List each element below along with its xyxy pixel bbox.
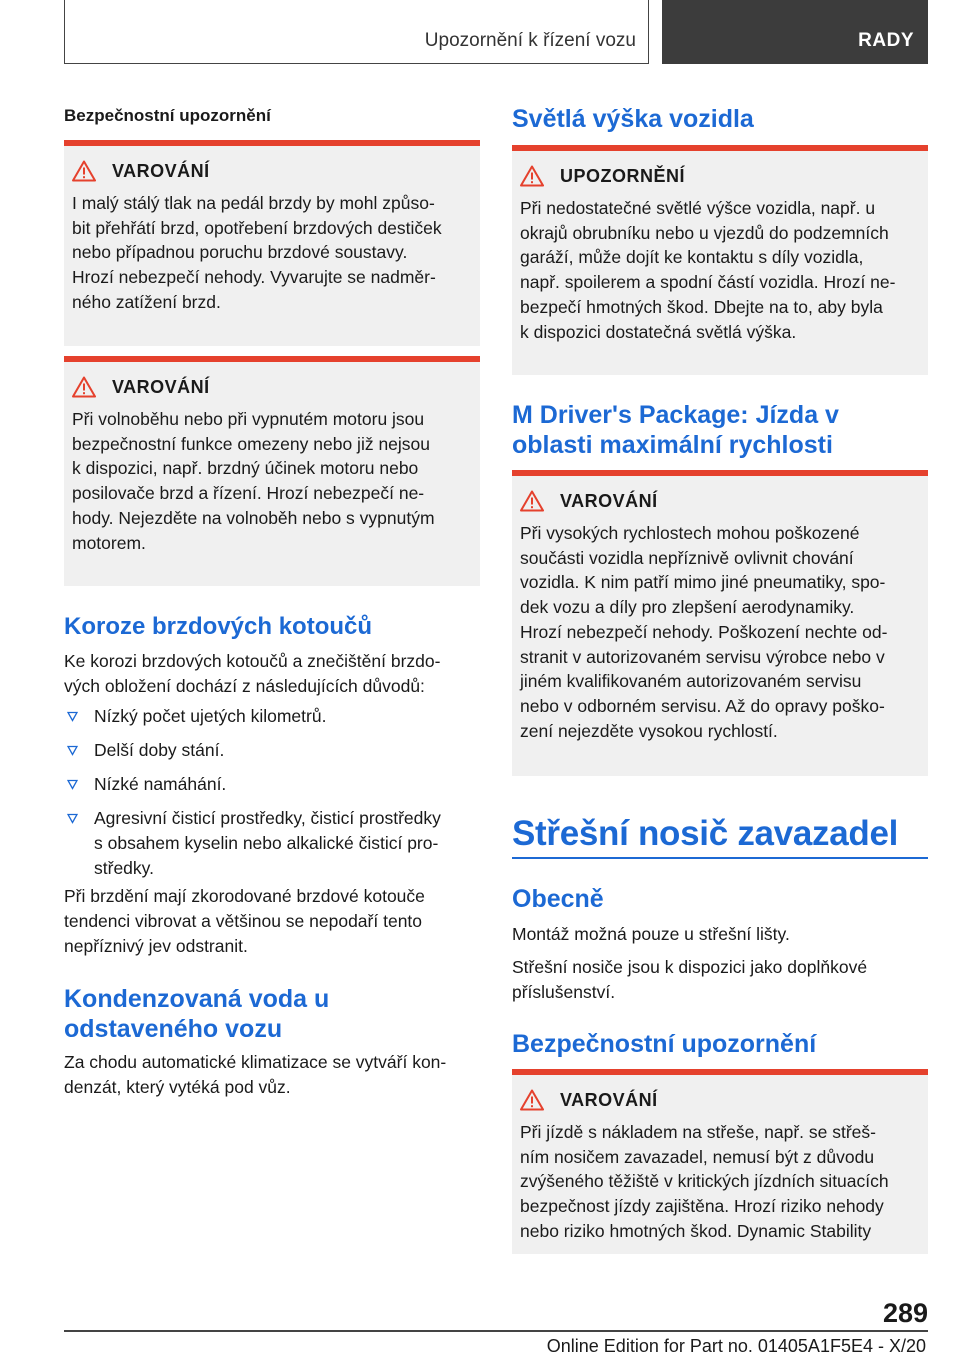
heading-line: Kondenzovaná voda u: [64, 985, 330, 1013]
warning-line: motorem.: [72, 532, 146, 553]
warning-line: bit přehřátí brzd, opotřebení brzdových destiček: [72, 217, 442, 238]
warning-line: ného zatížení brzd.: [72, 291, 221, 312]
warning-line: bezpečí hmotných škod. Dbejte na to, aby byla: [520, 296, 883, 317]
text-line: nepříznivý jev odstranit.: [64, 936, 248, 956]
text-line: Ke korozi brzdových kotoučů a znečištění brzdo-: [64, 651, 441, 671]
warning-header: [72, 374, 210, 400]
heading-roof-safety: Bezpečnostní upozornění: [512, 1030, 817, 1058]
warning-header: [520, 1087, 658, 1113]
warning-line: stranit v autorizovaném servisu výrobce nebo v: [520, 646, 885, 667]
list-item: [64, 738, 480, 763]
triangle-bullet-icon: [67, 779, 78, 790]
list-item: [64, 704, 480, 729]
warning-line: součásti vozidla nepříznivě ovlivnit chování: [520, 547, 854, 568]
text-line: vých obložení dochází z následujících důvodů:: [64, 676, 425, 696]
warning-box-roof-load: [512, 1069, 928, 1254]
warning-line: Při jízdě s nákladem na střeše, např. se střeš-: [520, 1122, 876, 1142]
triangle-bullet-icon: [67, 711, 78, 722]
section-title: RADY: [858, 30, 914, 51]
warning-line: I malý stálý tlak na pedál brzdy by mohl způso-: [72, 193, 435, 213]
header-chapter-box: [64, 0, 649, 64]
warning-line: k dispozici dostatečná světlá výška.: [520, 321, 797, 342]
warning-title: VAROVÁNÍ: [560, 1089, 658, 1110]
warning-box-high-speed: [512, 470, 928, 776]
warning-title: VAROVÁNÍ: [112, 376, 210, 397]
warning-line: zení nejezděte vysokou rychlostí.: [520, 720, 778, 741]
header-section-box: [662, 0, 928, 64]
list-item-text: Nízké namáhání.: [94, 774, 227, 794]
corrosion-outro: [64, 884, 480, 959]
warning-line: bezpečnostní funkce omezeny nebo již nejsou: [72, 433, 431, 454]
warning-line: posilovače brzd a řízení. Hrozí nebezpečí ne-: [72, 483, 425, 504]
text-line: denzát, který vytéká pod vůz.: [64, 1077, 291, 1097]
heading-underline: [512, 857, 928, 859]
edition-footer: Online Edition for Part no. 01405A1F5E4 - X/20: [546, 1336, 926, 1356]
warning-title: VAROVÁNÍ: [560, 490, 658, 511]
warning-text: [72, 407, 476, 555]
chapter-title: Upozornění k řízení vozu: [424, 30, 636, 51]
warning-header: [520, 163, 685, 189]
heading-safety-notes: Bezpečnostní upozornění: [64, 106, 271, 125]
warning-line: zvýšeného těžiště v kritických jízdních situacích: [520, 1171, 889, 1192]
heading-line: oblasti maximální rychlosti: [512, 431, 833, 459]
warning-line: nebo riziko hmotných škod. Dynamic Stability: [520, 1220, 872, 1241]
corrosion-reasons-list: [64, 704, 480, 890]
list-item-text: s obsahem kyselin nebo alkalické čisticí pro-: [94, 833, 439, 853]
warning-box-idling: [64, 356, 480, 586]
warning-triangle-icon: [520, 1089, 544, 1111]
warning-line: např. spoilerem a spodní částí vozidla. Hrozí ne-: [520, 272, 896, 293]
footer-rule: [64, 1330, 928, 1332]
list-item-text: středky.: [94, 858, 154, 878]
heading-disc-corrosion: Koroze brzdových kotoučů: [64, 613, 373, 640]
list-item: [64, 806, 480, 881]
condensate-text: [64, 1050, 480, 1100]
warning-triangle-icon: [520, 490, 544, 512]
page-header: [64, 0, 928, 64]
general-text-2: [512, 955, 928, 1005]
warning-line: hody. Nejezděte na volnoběh nebo s vypnutým: [72, 507, 435, 528]
warning-line: Při volnoběhu nebo při vypnutém motoru jsou: [72, 409, 425, 429]
warning-line: vozidla. K nim patří mimo jiné pneumatiky, spo-: [520, 572, 886, 593]
warning-line: k dispozici, např. brzdný účinek motoru nebo: [72, 458, 419, 479]
text-line: tendenci vibrovat a většinou se nepodaří tento: [64, 911, 423, 931]
notice-box-ground-clearance: [512, 145, 928, 375]
text-line: Při brzdění mají zkorodované brzdové kotouče: [64, 886, 425, 906]
warning-line: Hrozí nebezpečí nehody. Vyvarujte se nadměr-: [72, 267, 436, 288]
text-line: příslušenství.: [512, 982, 616, 1002]
warning-triangle-icon: [72, 160, 96, 182]
heading-m-drivers-package: [512, 400, 839, 460]
list-item-text: Delší doby stání.: [94, 740, 225, 760]
heading-line: M Driver's Package: Jízda v: [512, 401, 839, 429]
heading-line: odstaveného vozu: [64, 1015, 283, 1043]
warning-text: [72, 191, 476, 315]
warning-line: okrajů obrubníku nebo u vjezdů do podzemních: [520, 222, 889, 243]
warning-line: nebo případnou poruchu brzdové soustavy.: [72, 242, 408, 263]
corrosion-intro: [64, 649, 480, 699]
heading-roof-rack: Střešní nosič zavazadel: [512, 814, 899, 853]
warning-text: [520, 196, 924, 344]
triangle-bullet-icon: [67, 745, 78, 756]
warning-header: [72, 158, 210, 184]
general-text-1: Montáž možná pouze u střešní lišty.: [512, 924, 790, 944]
warning-text: [520, 521, 924, 743]
text-line: Za chodu automatické klimatizace se vytváří kon-: [64, 1052, 447, 1072]
warning-text: [520, 1120, 924, 1244]
warning-title: VAROVÁNÍ: [112, 160, 210, 181]
heading-condensate: [64, 984, 329, 1044]
list-item-text: Agresivní čisticí prostředky, čisticí prostředky: [94, 808, 441, 828]
warning-line: bezpečnost jízdy zajištěna. Hrozí riziko nehody: [520, 1196, 884, 1217]
warning-line: ním nosičem zavazadel, nemusí být z důvodu: [520, 1146, 875, 1167]
heading-general: Obecně: [512, 885, 604, 913]
warning-box-brake-pressure: [64, 140, 480, 346]
warning-line: Při vysokých rychlostech mohou poškozené: [520, 523, 860, 543]
text-line: Střešní nosiče jsou k dispozici jako doplňkové: [512, 957, 868, 977]
warning-line: garáží, může dojít ke kontaktu s díly vozidla,: [520, 247, 864, 268]
heading-ground-clearance: Světlá výška vozidla: [512, 105, 754, 133]
warning-title: UPOZORNĚNÍ: [560, 165, 686, 186]
warning-line: Při nedostatečné světlé výšce vozidla, např. u: [520, 198, 876, 218]
list-item-text: Nízký počet ujetých kilometrů.: [94, 706, 327, 726]
warning-triangle-icon: [72, 376, 96, 398]
triangle-bullet-icon: [67, 813, 78, 824]
warning-header: [520, 488, 658, 514]
warning-triangle-icon: [520, 165, 544, 187]
warning-line: Hrozí nebezpečí nehody. Poškození nechte od-: [520, 621, 888, 642]
warning-line: nebo v odborném servisu. Až do opravy poško-: [520, 695, 885, 716]
page-number: 289: [882, 1298, 928, 1328]
warning-line: jiném kvalifikovaném autorizovaném servisu: [520, 671, 862, 692]
warning-line: dek vozu a díly pro zlepšení aerodynamiky.: [520, 597, 855, 618]
list-item: [64, 772, 480, 797]
